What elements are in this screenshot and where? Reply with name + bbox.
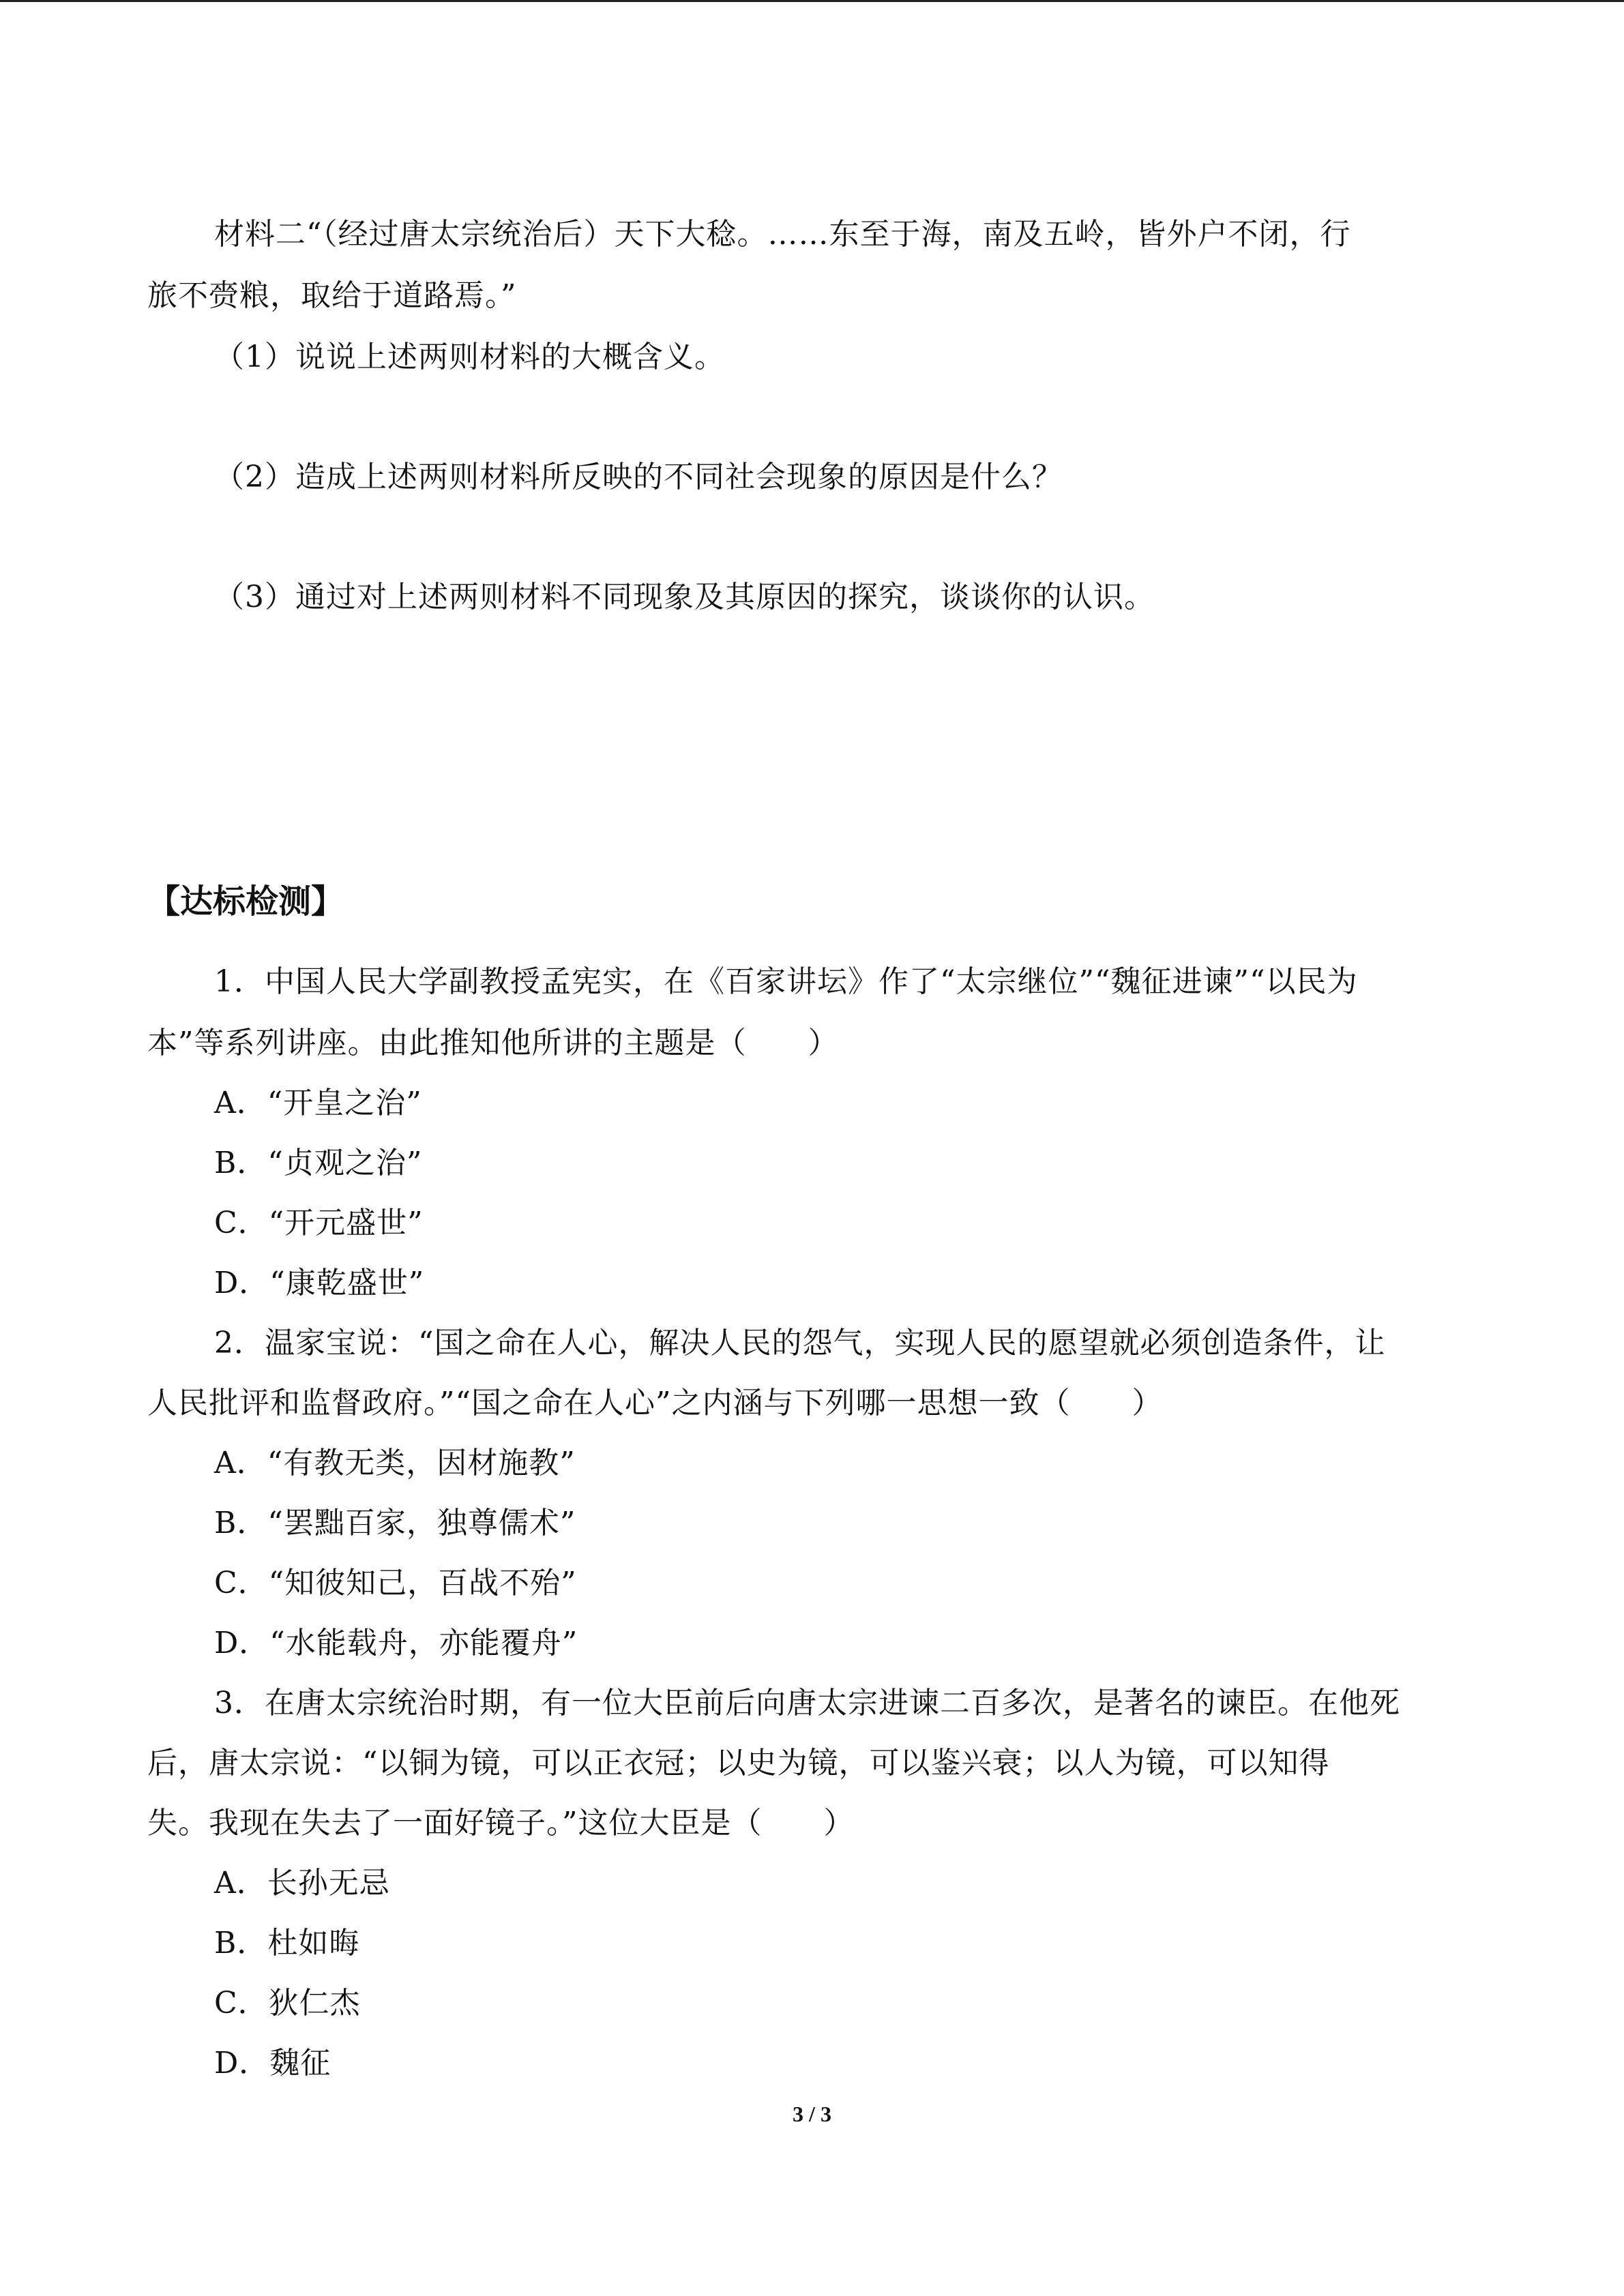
- question-1-option-d: D．“康乾盛世”: [214, 1266, 425, 1300]
- material2-line1: 材料二“（经过唐太宗统治后）天下大稔。……东至于海，南及五岭，皆外户不闭，行: [214, 217, 1351, 252]
- question-3-option-b: B．杜如晦: [214, 1926, 360, 1960]
- question-2-option-c: C．“知彼知己，百战不殆”: [214, 1566, 577, 1600]
- question-3-option-a: A．长孙无忌: [214, 1866, 390, 1900]
- question-1-line1: 1．中国人民大学副教授孟宪实，在《百家讲坛》作了“太宗继位”“魏征进谏”“以民为: [214, 964, 1358, 999]
- material2-line2: 旅不赍粮，取给于道路焉。”: [147, 278, 517, 313]
- question-3-line1: 3．在唐太宗统治时期，有一位大臣前后向唐太宗进谏二百多次，是著名的谏臣。在他死: [214, 1686, 1400, 1720]
- question-1-option-a: A．“开皇之治”: [214, 1086, 422, 1120]
- question-2-option-d: D．“水能载舟，亦能覆舟”: [214, 1626, 578, 1660]
- top-border-line: [0, 0, 1624, 2]
- question-1-line2: 本”等系列讲座。由此推知他所讲的主题是（ ）: [147, 1026, 839, 1060]
- question-1-option-b: B．“贞观之治”: [214, 1146, 423, 1180]
- question-1-option-c: C．“开元盛世”: [214, 1206, 424, 1240]
- subquestion-2: （2）造成上述两则材料所反映的不同社会现象的原因是什么？: [214, 460, 1063, 494]
- section-title: 【达标检测】: [147, 882, 344, 921]
- subquestion-3: （3）通过对上述两则材料不同现象及其原因的探究，谈谈你的认识。: [214, 580, 1155, 614]
- subquestion-1: （1）说说上述两则材料的大概含义。: [214, 340, 725, 374]
- question-3-option-c: C．狄仁杰: [214, 1986, 361, 2021]
- question-3-line3: 失。我现在失去了一面好镜子。”这位大臣是（ ）: [147, 1806, 855, 1840]
- question-2-option-b: B．“罢黜百家，独尊儒术”: [214, 1506, 576, 1540]
- question-3-line2: 后，唐太宗说：“以铜为镜，可以正衣冠；以史为镜，可以鉴兴衰；以人为镜，可以知得: [147, 1746, 1330, 1780]
- question-2-line2: 人民批评和监督政府。”“国之命在人心”之内涵与下列哪一思想一致（ ）: [147, 1386, 1163, 1420]
- page-number: 3 / 3: [793, 2102, 831, 2126]
- question-2-option-a: A．“有教无类，因材施教”: [214, 1446, 576, 1480]
- question-2-line1: 2．温家宝说：“国之命在人心，解决人民的怨气，实现人民的愿望就必须创造条件，让: [214, 1326, 1386, 1360]
- question-3-option-d: D．魏征: [214, 2046, 331, 2081]
